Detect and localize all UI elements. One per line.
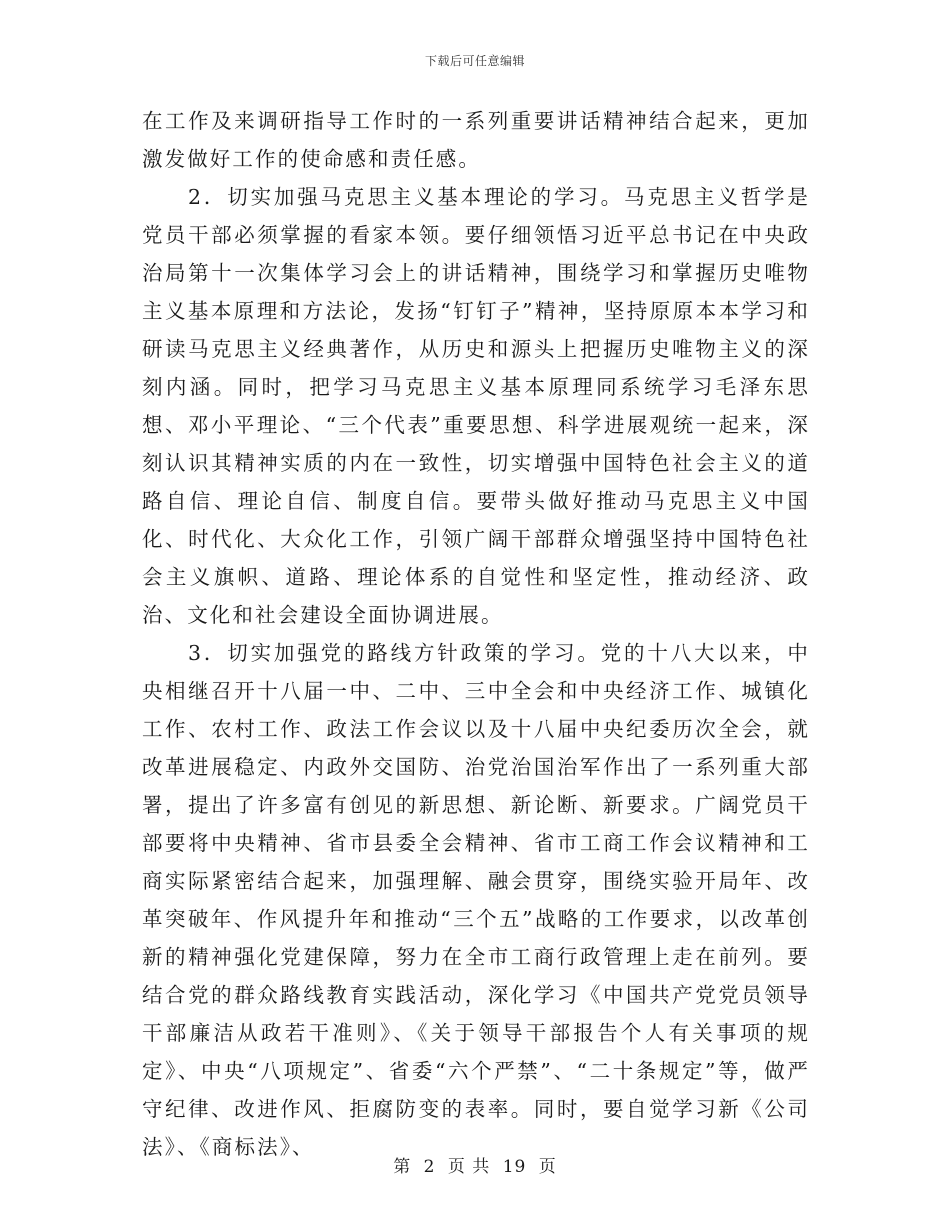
paragraph-marxism-theory: 2．切实加强马克思主义基本理论的学习。马克思主义哲学是党员干部必须掌握的看家本领。要仔细领悟习近平总书记在中央政治局第十一次集体学习会上的讲话精神，围绕学习和掌握历史唯物主义基本原理和方法论，发扬“钉钉子”精神，坚持原原本本学习和研读马克思主义经典著作，从历史和源头上把握历史唯物主义的深刻内涵。同时，把学习马克思主义基本原理同系统学习毛泽东思想、邓小平理论、“三个代表”重要思想、科学进展观统一起来，深刻认识其精神实质的内在一致性，切实增强中国特色社会主义的道路自信、理论自信、制度自信。要带头做好推动马克思主义中国化、时代化、大众化工作，引领广阔干部群众增强坚持中国特色社会主义旗帜、道路、理论体系的自觉性和坚定性，推动经济、政治、文化和社会建设全面协调进展。 <box>142 185 810 627</box>
document-body <box>142 102 810 1166</box>
footer-prefix: 第 <box>393 1157 412 1177</box>
paragraph-party-policy: 3．切实加强党的路线方针政策的学习。党的十八大以来，中央相继召开十八届一中、二中、三中全会和中央经济工作、城镇化工作、农村工作、政法工作会议以及十八届中央纪委历次全会，就改革进展稳定、内政外交国防、治党治国治军作出了一系列重大部署，提出了许多富有创见的新思想、新论断、新要求。广阔党员干部要将中央精神、省市县委全会精神、省市工商工作会议精神和工商实际紧密结合起来，加强理解、融会贯穿，围绕实验开局年、改革突破年、作风提升年和推动“三个五”战略的工作要求，以改革创新的精神强化党建保障，努力在全市工商行政管理上走在前列。要结合党的群众路线教育实践活动，深化学习《中国共产党党员领导干部廉洁从政若干准则》、《关于领导干部报告个人有关事项的规定》、中央“八项规定”、省委“六个严禁”、“二十条规定”等，做严守纪律、改进作风、拒腐防变的表率。同时，要自觉学习新《公司法》、《商标法》、 <box>142 641 810 1159</box>
header-note: 下载后可任意编辑 <box>424 54 525 68</box>
footer-current-page: 2 <box>423 1157 436 1177</box>
paragraph-continuation: 在工作及来调研指导工作时的一系列重要讲话精神结合起来，更加激发做好工作的使命感和责任感。 <box>142 109 810 171</box>
page-footer <box>0 1152 950 1177</box>
footer-middle: 页 共 <box>447 1157 491 1177</box>
footer-suffix: 页 <box>538 1157 557 1177</box>
footer-total-pages: 19 <box>502 1157 527 1177</box>
